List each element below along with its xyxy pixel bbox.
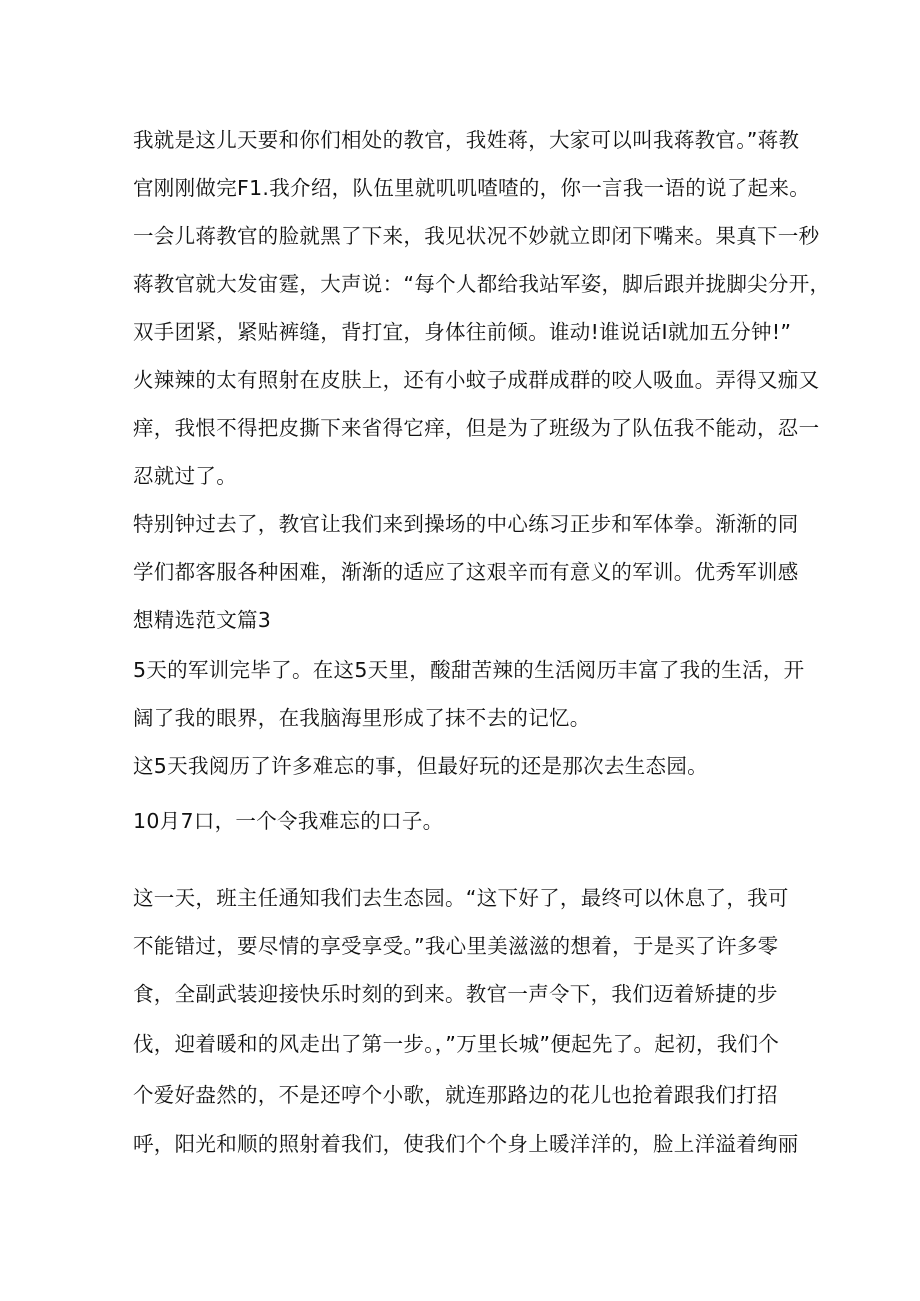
text-line: 不能错过，要尽情的享受享受。”我心里美滋滋的想着，于是买了许多零 <box>133 934 779 958</box>
text-line: 火辣辣的太有照射在皮肤上，还有小蚊子成群成群的咬人吸血。弄得又痂又 <box>133 368 820 392</box>
text-line: 阔了我的眼界，在我脑海里形成了抹不去的记忆。 <box>133 706 591 730</box>
text-line: 忍就过了。 <box>133 464 237 488</box>
text-line: 个爱好盎然的，不是还哼个小歌，就连那路边的花儿也抢着跟我们打招 <box>133 1083 778 1107</box>
text-line: 食，全副武装迎接快乐时刻的到来。教官一声令下，我们迈着矫捷的步 <box>133 982 778 1006</box>
text-line: 呼，阳光和顺的照射着我们，使我们个个身上暖洋洋的，脸上洋溢着绚丽 <box>133 1132 799 1156</box>
text-line: 伐，迎着暖和的风走出了第一步。，”万里长城”便起先了。起初，我们个 <box>133 1032 780 1056</box>
text-line: 10月7口，一个令我难忘的口子。 <box>133 809 444 833</box>
text-line: 想精选范文篇3 <box>133 608 272 632</box>
text-line: 蒋教官就大发宙霆，大声说：“每个人都给我站军姿，脚后跟并拢脚尖分开， <box>133 272 831 296</box>
text-line: 这一天，班主任通知我们去生态园。“这下好了，最终可以休息了，我可 <box>133 886 789 910</box>
text-line: 5天的军训完毕了。在这5天里，酸甜苦辣的生活阅历丰富了我的生活，开 <box>133 658 805 682</box>
text-line: 痒，我恨不得把皮撕下来省得它痒，但是为了班级为了队伍我不能动，忍一 <box>133 416 820 440</box>
text-line: 一会儿蒋教官的脸就黑了下来，我见状况不妙就立即闭下嘴来。果真下一秒 <box>133 224 820 248</box>
text-line: 学们都客服各种困难，渐渐的适应了这艰辛而有意义的军训。优秀军训感 <box>133 560 799 584</box>
text-line: 官刚刚做完F1.我介绍，队伍里就叽叽喳喳的，你一言我一语的说了起来。 <box>133 176 811 200</box>
text-line: 双手团紧，紧贴裤缝，背打宜，身体往前倾。谁动!谁说话I就加五分钟!” <box>133 320 792 344</box>
text-line: 这5天我阅历了许多难忘的事，但最好玩的还是那次去生态园。 <box>133 754 708 778</box>
text-line: 特别钟过去了，教官让我们来到操场的中心练习正步和军体拳。渐渐的同 <box>133 512 799 536</box>
text-line: 我就是这儿天要和你们相处的教官，我姓蒋，大家可以叫我蒋教官。”蒋教 <box>133 128 800 152</box>
